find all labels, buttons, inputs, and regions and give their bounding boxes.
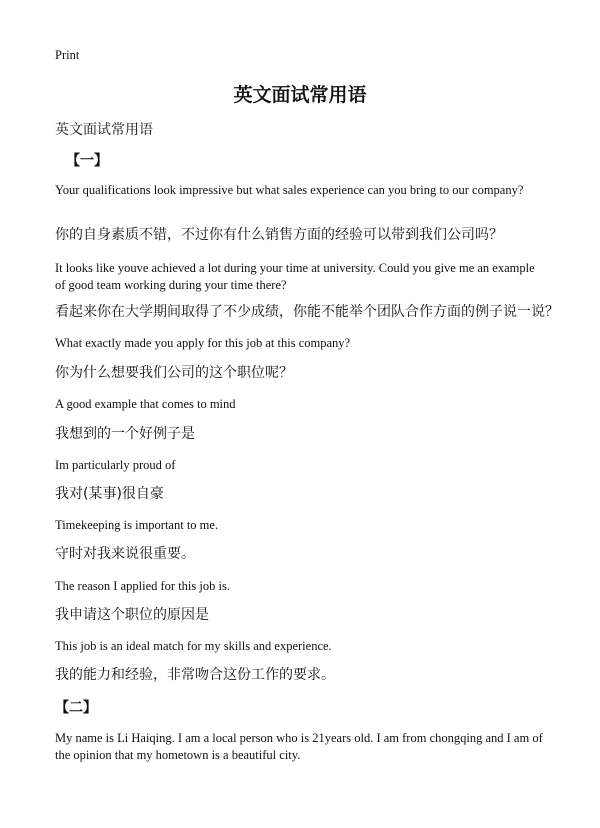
print-label: Print [55, 48, 80, 62]
english-phrase: Your qualifications look impressive but what sales experience can you bring to our company? [55, 183, 524, 197]
english-phrase: What exactly made you apply for this job at this company? [55, 336, 351, 350]
chinese-translation: 我对(某事)很自豪 [55, 486, 164, 502]
section-heading-2: 【二】 [55, 700, 97, 716]
document-subtitle: 英文面试常用语 [55, 122, 153, 138]
chinese-translation: 我的能力和经验，非常吻合这份工作的要求。 [55, 667, 335, 683]
chinese-translation: 看起来你在大学期间取得了不少成绩，你能不能举个团队合作方面的例子说一说？ [55, 304, 559, 320]
english-phrase: A good example that comes to mind [55, 397, 236, 411]
chinese-translation: 你的自身素质不错，不过你有什么销售方面的经验可以带到我们公司吗？ [55, 227, 503, 243]
chinese-translation: 我申请这个职位的原因是 [55, 607, 209, 623]
chinese-translation: 我想到的一个好例子是 [55, 426, 195, 442]
chinese-translation: 你为什么想要我们公司的这个职位呢？ [55, 365, 293, 381]
chinese-translation: 守时对我来说很重要。 [55, 546, 195, 562]
english-phrase: It looks like youve achieved a lot during your time at university. Could you give me an example of good team working during your time there? [55, 261, 535, 292]
english-phrase: This job is an ideal match for my skills and experience. [55, 639, 332, 653]
english-phrase: The reason I applied for this job is. [55, 579, 230, 593]
section-heading-1: 【一】 [66, 153, 108, 169]
document-title: 英文面试常用语 [233, 84, 367, 106]
english-phrase: My name is Li Haiqing. I am a local person who is 21years old. I am from chongqing and I am of the opinion that my hometown is a beautiful city. [55, 731, 543, 762]
english-phrase: Im particularly proud of [55, 458, 176, 472]
english-phrase: Timekeeping is important to me. [55, 518, 219, 532]
